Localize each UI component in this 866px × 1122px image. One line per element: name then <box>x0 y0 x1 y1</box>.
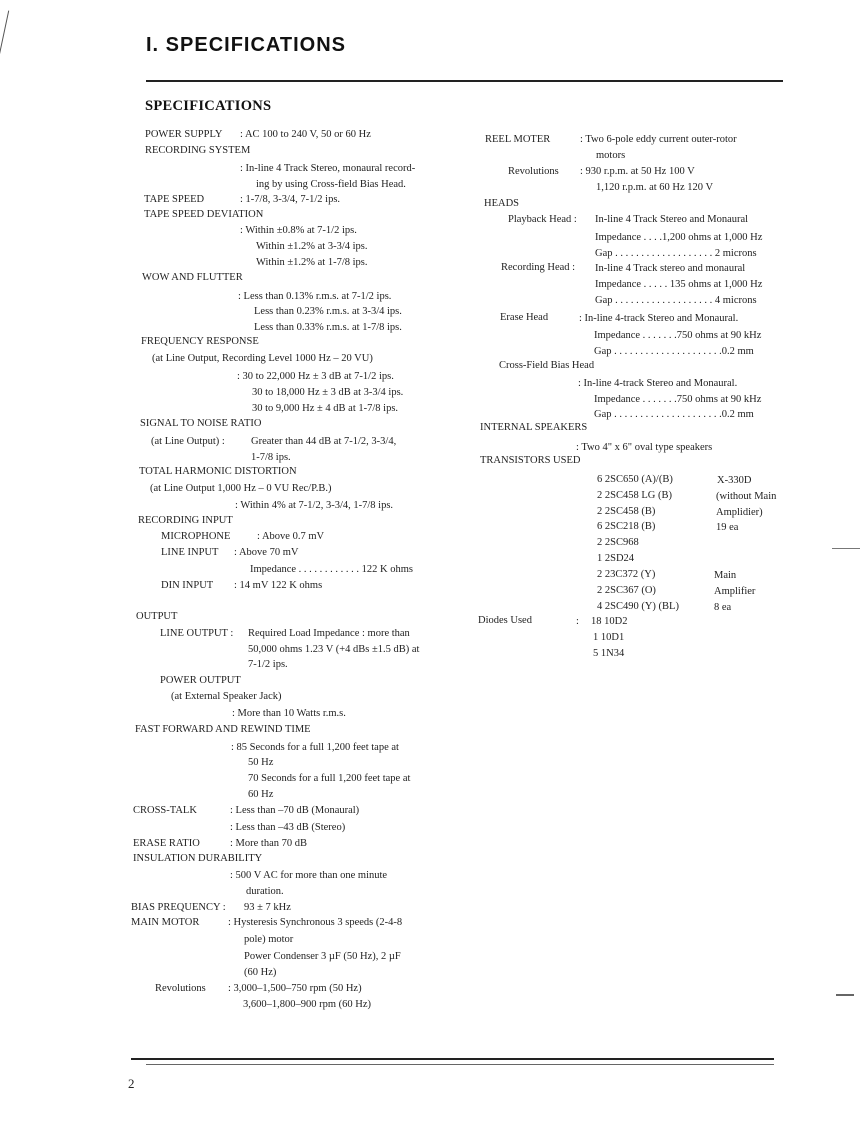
bottom-divider <box>131 1058 774 1060</box>
spec-colon: : <box>576 616 579 627</box>
spec-label: Cross-Field Bias Head <box>499 360 595 371</box>
transistor-note: Amplifier <box>714 586 756 597</box>
spec-label: Revolutions <box>508 166 559 177</box>
spec-value: : 14 mV 122 K ohms <box>234 580 323 591</box>
spec-value: : Less than –70 dB (Monaural) <box>230 805 360 816</box>
transistor-note: 8 ea <box>714 602 732 613</box>
spec-label: RECORDING INPUT <box>138 515 233 526</box>
spec-value: 93 ± 7 kHz <box>244 902 291 913</box>
spec-value: Impedance . . . . . . .750 ohms at 90 kHz <box>594 330 762 341</box>
spec-value: : Within 4% at 7-1/2, 3-3/4, 1-7/8 ips. <box>235 500 394 511</box>
transistor-item: 2 2SC968 <box>597 537 639 548</box>
spec-label: TAPE SPEED DEVIATION <box>144 209 264 220</box>
spec-value: 70 Seconds for a full 1,200 feet tape at <box>248 773 411 784</box>
spec-value: 30 to 9,000 Hz ± 4 dB at 1-7/8 ips. <box>252 403 399 414</box>
spec-label: MAIN MOTOR <box>131 917 200 928</box>
spec-value: Impedance . . . . . . .750 ohms at 90 kHz <box>594 394 762 405</box>
spec-value: Impedance . . . . . 135 ohms at 1,000 Hz <box>595 279 763 290</box>
transistor-item: 6 2SC218 (B) <box>597 521 656 532</box>
spec-label: BIAS PREQUENCY : <box>131 902 226 913</box>
spec-label: LINE OUTPUT : <box>160 628 234 639</box>
spec-value: (at External Speaker Jack) <box>171 691 282 702</box>
scan-mark <box>832 548 860 549</box>
section-heading: SPECIFICATIONS <box>145 98 272 114</box>
spec-value: Within ±1.2% at 3-3/4 ips. <box>256 241 368 252</box>
transistor-item: 4 2SC490 (Y) (BL) <box>597 601 679 612</box>
spec-value: In-line 4 Track stereo and monaural <box>595 263 746 274</box>
spec-value: Power Condenser 3 µF (50 Hz), 2 µF <box>244 951 401 962</box>
spec-value: In-line 4 Track Stereo and Monaural <box>595 214 749 225</box>
spec-value: 60 Hz <box>248 789 274 800</box>
spec-value: : Two 4" x 6" oval type speakers <box>576 442 713 453</box>
spec-value: Less than 0.33% r.m.s. at 1-7/8 ips. <box>254 322 402 333</box>
spec-value: 1,120 r.p.m. at 60 Hz 120 V <box>596 182 714 193</box>
spec-value: Within ±1.2% at 1-7/8 ips. <box>256 257 368 268</box>
spec-value: Impedance . . . . . . . . . . . . 122 K ohms <box>250 564 414 575</box>
transistor-item: 2 23C372 (Y) <box>597 569 656 580</box>
spec-label: TAPE SPEED <box>144 194 205 205</box>
spec-label: TRANSISTORS USED <box>480 455 581 466</box>
spec-value: (at Line Output 1,000 Hz – 0 VU Rec/P.B.) <box>150 483 332 494</box>
diode-item: 18 10D2 <box>591 616 628 627</box>
spec-label: POWER SUPPLY <box>145 129 223 140</box>
spec-value: (at Line Output, Recording Level 1000 Hz – 20 VU) <box>152 353 373 364</box>
transistor-note: Amplidier) <box>716 507 763 518</box>
spec-label: Revolutions <box>155 983 206 994</box>
spec-value: : More than 10 Watts r.m.s. <box>232 708 346 719</box>
spec-label: Recording Head : <box>501 262 576 273</box>
spec-value: : AC 100 to 240 V, 50 or 60 Hz <box>240 129 371 140</box>
transistor-note: 19 ea <box>716 522 739 533</box>
diode-item: 5 1N34 <box>593 648 625 659</box>
spec-label: WOW AND FLUTTER <box>142 272 243 283</box>
spec-value: : In-line 4 Track Stereo, monaural record- <box>240 163 416 174</box>
spec-label: Playback Head : <box>508 214 577 225</box>
transistor-item: 1 2SD24 <box>597 553 635 564</box>
spec-label: RECORDING SYSTEM <box>145 145 251 156</box>
spec-value: 1-7/8 ips. <box>251 452 291 463</box>
spec-value: duration. <box>246 886 284 897</box>
spec-value: motors <box>596 150 626 161</box>
spec-label: Diodes Used <box>478 615 532 626</box>
spec-value: : 85 Seconds for a full 1,200 feet tape at <box>231 742 399 753</box>
spec-value: : In-line 4-track Stereo and Monaural. <box>579 313 739 324</box>
transistor-item: 2 2SC458 (B) <box>597 506 656 517</box>
page-number: 2 <box>128 1076 135 1091</box>
spec-label: Erase Head <box>500 312 549 323</box>
spec-value: Less than 0.23% r.m.s. at 3-3/4 ips. <box>254 306 402 317</box>
spec-value: Gap . . . . . . . . . . . . . . . . . . . . .0.2 mm <box>594 346 754 357</box>
spec-label: ERASE RATIO <box>133 838 200 849</box>
spec-label: OUTPUT <box>136 611 178 622</box>
transistor-item: 2 2SC458 LG (B) <box>597 490 672 501</box>
spec-value: : More than 70 dB <box>230 838 307 849</box>
spec-label: FREQUENCY RESPONSE <box>141 336 259 347</box>
transistor-note: Main <box>714 570 737 581</box>
spec-value: : Less than 0.13% r.m.s. at 7-1/2 ips. <box>238 291 392 302</box>
spec-value: : 1-7/8, 3-3/4, 7-1/2 ips. <box>240 194 341 205</box>
spec-label: SIGNAL TO NOISE RATIO <box>140 418 262 429</box>
spec-value: Gap . . . . . . . . . . . . . . . . . . . . .0.2 mm <box>594 409 754 420</box>
spec-value: : 930 r.p.m. at 50 Hz 100 V <box>580 166 695 177</box>
spec-value: 7-1/2 ips. <box>248 659 288 670</box>
transistor-item: 6 2SC650 (A)/(B) <box>597 474 673 485</box>
spec-label: DIN INPUT <box>161 580 214 591</box>
spec-label: INTERNAL SPEAKERS <box>480 422 588 433</box>
spec-value: (60 Hz) <box>244 967 277 978</box>
transistor-item: 2 2SC367 (O) <box>597 585 656 596</box>
spec-label: INSULATION DURABILITY <box>133 853 263 864</box>
spec-value: 3,600–1,800–900 rpm (60 Hz) <box>243 999 372 1010</box>
spec-value: 50 Hz <box>248 757 274 768</box>
spec-label: LINE INPUT <box>161 547 219 558</box>
spec-value: Gap . . . . . . . . . . . . . . . . . . . 4 microns <box>595 295 757 306</box>
spec-label: REEL MOTER <box>485 134 551 145</box>
spec-value: Greater than 44 dB at 7-1/2, 3-3/4, <box>251 436 397 447</box>
top-divider <box>146 80 783 82</box>
spec-value: 30 to 18,000 Hz ± 3 dB at 3-3/4 ips. <box>252 387 404 398</box>
spec-label: POWER OUTPUT <box>160 675 241 686</box>
page-title: I. SPECIFICATIONS <box>146 34 346 56</box>
spec-label: HEADS <box>484 198 520 209</box>
spec-value: Gap . . . . . . . . . . . . . . . . . . . 2 microns <box>595 248 757 259</box>
bottom-divider-underline <box>146 1064 774 1065</box>
spec-label: FAST FORWARD AND REWIND TIME <box>135 724 311 735</box>
spec-label: MICROPHONE <box>161 531 231 542</box>
spec-value: : Two 6-pole eddy current outer-rotor <box>580 134 737 145</box>
spec-value: ing by using Cross-field Bias Head. <box>256 179 406 190</box>
spec-label: (at Line Output) : <box>151 436 225 447</box>
spec-label: TOTAL HARMONIC DISTORTION <box>139 466 297 477</box>
spec-value: : In-line 4-track Stereo and Monaural. <box>578 378 738 389</box>
spec-value: 50,000 ohms 1.23 V (+4 dBs ±1.5 dB) at <box>248 644 420 655</box>
diode-item: 1 10D1 <box>593 632 625 643</box>
spec-value: : 500 V AC for more than one minute <box>230 870 388 881</box>
spec-value: : Above 70 mV <box>234 547 299 558</box>
spec-value: : Within ±0.8% at 7-1/2 ips. <box>240 225 357 236</box>
spec-value: Impedance . . . .1,200 ohms at 1,000 Hz <box>595 232 763 243</box>
spec-value: : Hysteresis Synchronous 3 speeds (2-4-8 <box>228 917 403 928</box>
spec-label: CROSS-TALK <box>133 805 197 816</box>
scan-mark <box>0 11 9 70</box>
spec-value: : Above 0.7 mV <box>257 531 325 542</box>
spec-value: : Less than –43 dB (Stereo) <box>230 822 346 833</box>
spec-value: : 30 to 22,000 Hz ± 3 dB at 7-1/2 ips. <box>237 371 394 382</box>
transistor-note: (without Main <box>716 491 777 502</box>
transistor-note: X-330D <box>717 475 752 486</box>
spec-value: pole) motor <box>244 934 294 945</box>
scan-mark <box>836 994 854 996</box>
spec-value: Required Load Impedance : more than <box>248 628 410 639</box>
spec-value: : 3,000–1,500–750 rpm (50 Hz) <box>228 983 362 994</box>
